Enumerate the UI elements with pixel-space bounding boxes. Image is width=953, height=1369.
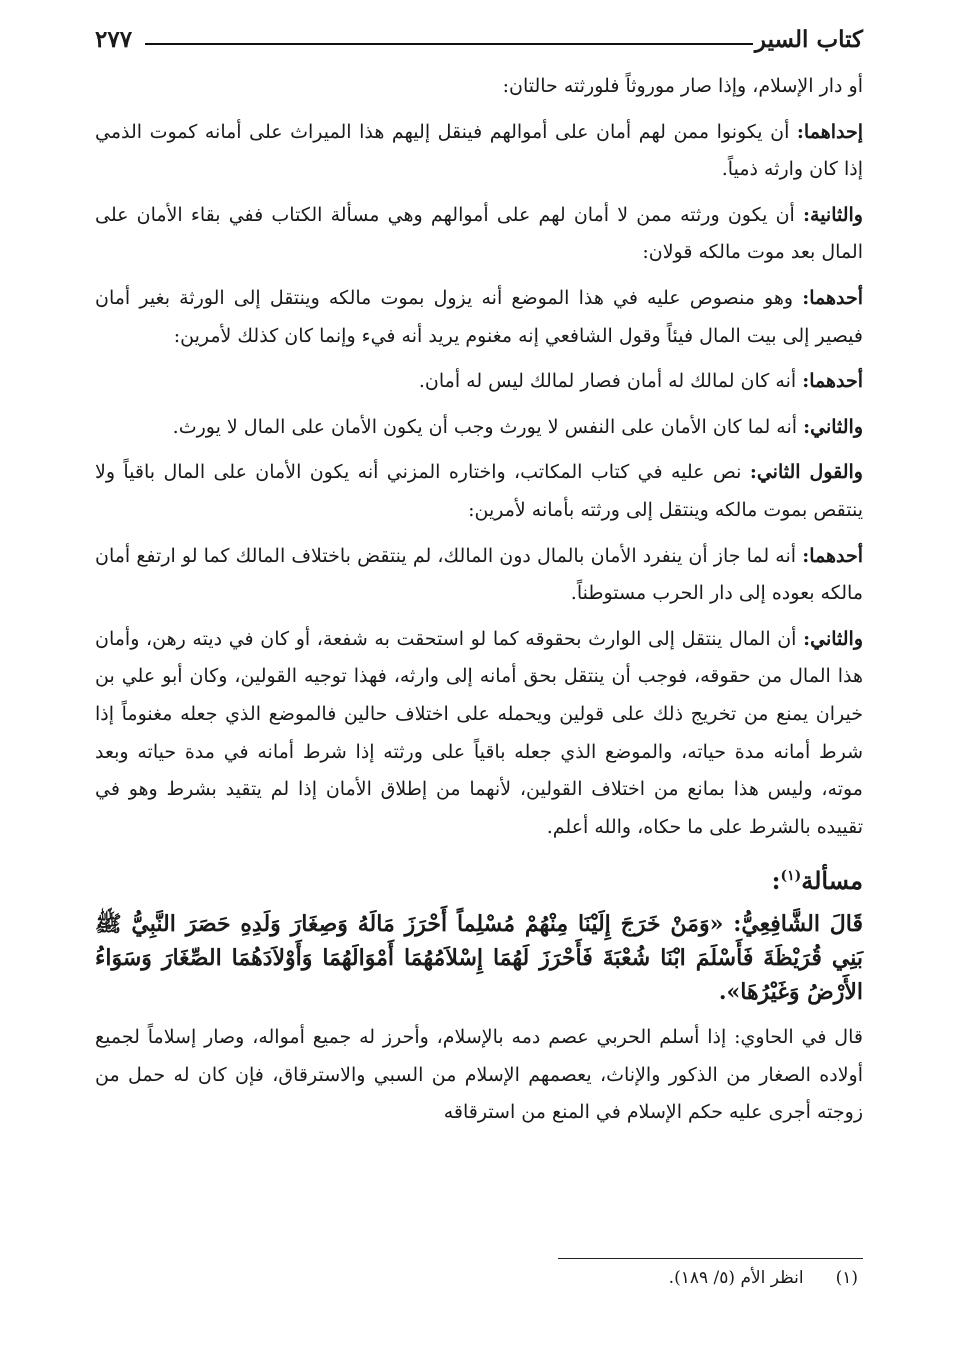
- running-header: [95, 26, 863, 66]
- page-number: ٢٧٧: [95, 26, 133, 53]
- paragraph-lead: والقول الثاني:: [749, 461, 863, 484]
- paragraph: [95, 621, 863, 847]
- paragraph-text: أن يكون ورثته ممن لا أمان لهم على أموالهم وهي مسألة الكتاب ففي بقاء الأمان على المال بعد موت مالكه قولان:: [95, 203, 863, 264]
- paragraph-text: نص عليه في كتاب المكاتب، واختاره المزني أنه يكون الأمان على المال باقياً ولا ينتقص بموت مالكه وينتقل إلى ورثته بأمانه لأمرين:: [95, 461, 863, 521]
- paragraph-text: أنه لما كان الأمان على النفس لا يورث وجب أن يكون الأمان على المال لا يورث.: [172, 415, 804, 438]
- paragraph-lead: والثانية:: [803, 203, 863, 226]
- paragraph: [95, 197, 863, 272]
- paragraph: [95, 114, 863, 189]
- paragraph: [95, 68, 863, 106]
- book-title: كتاب السير: [754, 26, 863, 53]
- paragraph: [95, 363, 863, 401]
- paragraph: [95, 454, 863, 529]
- paragraph: [95, 538, 863, 613]
- paragraph-text: أو دار الإسلام، وإذا صار موروثاً فلورثته حالتان:: [502, 75, 863, 97]
- paragraph: [95, 280, 863, 355]
- footnote-rule: [558, 1258, 863, 1259]
- masala-heading-text: مسألة: [801, 866, 863, 896]
- paragraph-text: أن يكونوا ممن لهم أمان على أموالهم فينقل إليهم هذا الميراث على أمانه كموت الذمي إذا كان وارثه ذمياً.: [95, 120, 863, 181]
- paragraph-text: أنه كان لمالك له أمان فصار لمالك ليس له أمان.: [418, 370, 803, 393]
- footnote-reference: (١): [780, 868, 802, 885]
- paragraph: [95, 409, 863, 447]
- footnote-mark: (١): [835, 1268, 858, 1288]
- paragraph-lead: إحداهما:: [796, 120, 863, 143]
- paragraph-lead: والثاني:: [803, 415, 863, 438]
- paragraph-lead: أحدهما:: [802, 544, 863, 567]
- body-text: [95, 68, 863, 1140]
- masala-heading-colon: :: [771, 866, 781, 896]
- masala-heading: [95, 854, 863, 903]
- paragraph-lead: أحدهما:: [802, 370, 863, 393]
- paragraph-lead: أحدهما:: [802, 286, 863, 309]
- paragraph-text: أنه لما جاز أن ينفرد الأمان بالمال دون المالك، لم ينتقض باختلاف المالك كما لو ارتفع أمان مالكه بعوده إلى دار الحرب مستوطناً.: [95, 544, 863, 605]
- paragraph-text: وهو منصوص عليه في هذا الموضع أنه يزول بموت مالكه وينتقل إلى الورثة بغير أمان فيصير إلى بيت المال فيئاً وقول الشافعي إنه مغنوم يريد أنه فيء وإنما كان كذلك لأمرين:: [95, 286, 863, 347]
- footnote: [669, 1268, 858, 1288]
- commentary-paragraph: قال في الحاوي: إذا أسلم الحربي عصم دمه بالإسلام، وأحرز له جميع أمواله، وصار إسلاماً لجميع أولاده الصغار من الذكور والإناث، يعصمهم الإسلام من السبي والاسترقاق، فإن كان له حمل من زوجته أجرى عليه حكم الإسلام في المنع من استرقاقه: [95, 1026, 863, 1124]
- header-rule: [145, 43, 753, 45]
- paragraph-text: أن المال ينتقل إلى الوارث بحقوقه كما لو استحقت به شفعة، أو كان في ديته رهن، وأمان هذا المال من حقوقه، فوجب أن ينتقل بحق أمانه إلى وارثه، فهذا توجيه القولين، وكان أبو علي بن خيران يمنع من تخريج ذلك على قولين ويحمله على اختلاف حالين فالموضع الذي جعله مغنوماً إذا شرط أمانه مدة حياته، والموضع الذي جعله باقياً على ورثته إذا شرط أمانه في مدة حياته وبعد موته، وليس هذا بمانع من اختلاف القولين، لأنهما من إطلاق الأمان إذا لم يتقيد بشرط وهو في تقييده بالشرط على ما حكاه، والله أعلم.: [95, 627, 863, 838]
- paragraph-lead: والثاني:: [803, 627, 863, 650]
- footnote-text: انظر الأم (٥/ ١٨٩).: [668, 1268, 804, 1288]
- shafii-quote: قَالَ الشَّافِعِيُّ: «وَمَنْ خَرَجَ إِلَيْنَا مِنْهُمْ مُسْلِماً أَحْرَزَ مَالَهُ وَصِغَارَ وَلَدِهِ حَصَرَ النَّبِيُّ ﷺ بَنِي قُرَيْظَةَ فَأَسْلَمَ ابْنَا شُعْبَةَ فَأَحْرَزَ لَهُمَا إِسْلاَمُهُمَا أَمْوَالَهُمَا وَأَوْلاَدَهُمَا الصِّغَارَ وَسَوَاءُ الأَرْضُ وَغَيْرُهَا».: [95, 911, 863, 1006]
